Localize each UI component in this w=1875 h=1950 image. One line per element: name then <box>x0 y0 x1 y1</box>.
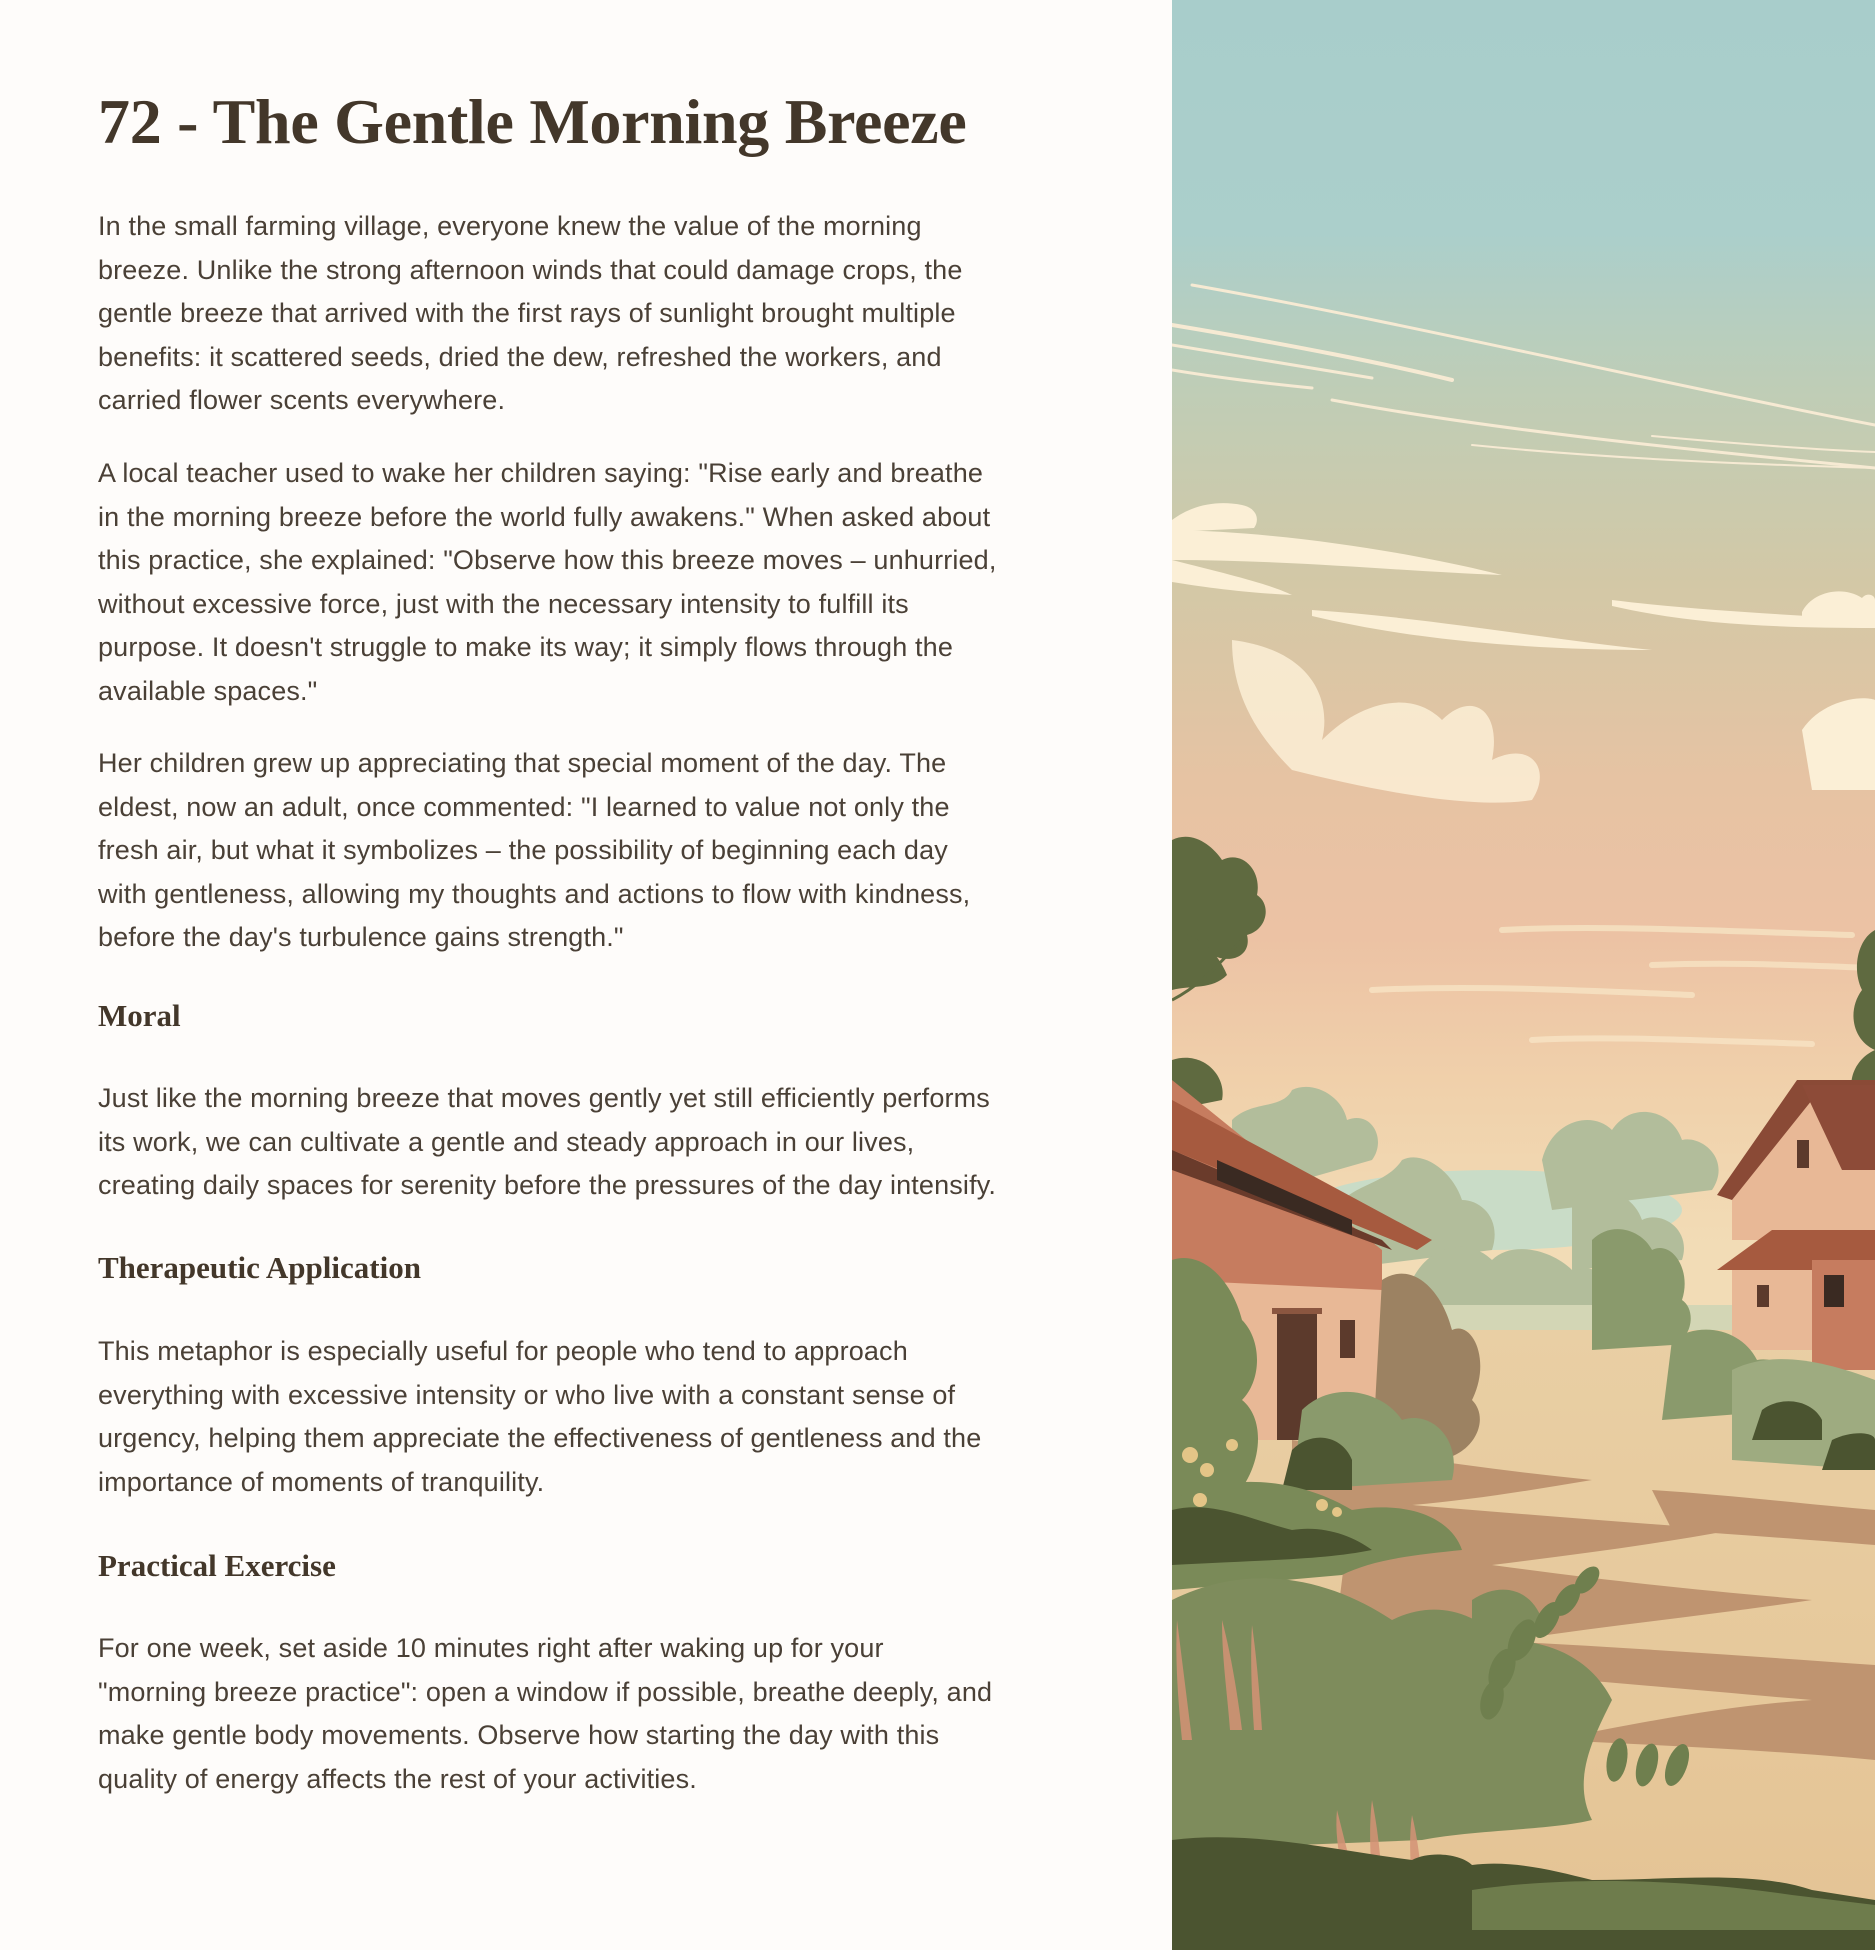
therapeutic-application-text <box>98 1330 981 1504</box>
text-line: in the morning breeze before the world fully awakens." When asked about <box>98 501 991 532</box>
story-title: 72 - The Gentle Morning Breeze <box>98 86 967 157</box>
practical-exercise-text <box>98 1627 992 1801</box>
upper-window <box>1797 1140 1809 1168</box>
text-line: importance of moments of tranquility. <box>98 1466 545 1497</box>
text-line: eldest, now an adult, once commented: "I learned to value not only the <box>98 791 950 822</box>
text-line: purpose. It doesn't struggle to make its way; it simply flows through the <box>98 632 954 663</box>
text-line: breeze. Unlike the strong afternoon winds that could damage crops, the <box>98 254 963 285</box>
moral-text <box>98 1077 996 1208</box>
heading-therapeutic-application: Therapeutic Application <box>98 1250 421 1285</box>
text-line: make gentle body movements. Observe how starting the day with this <box>98 1720 940 1751</box>
window <box>1340 1320 1355 1358</box>
text-line: carried flower scents everywhere. <box>98 385 506 416</box>
text-line: A local teacher used to wake her children saying: "Rise early and breathe <box>98 458 984 488</box>
text-line: gentle breeze that arrived with the first rays of sunlight brought multiple <box>98 298 956 329</box>
text-line: without excessive force, just with the necessary intensity to fulfill its <box>98 588 909 619</box>
heading-moral: Moral <box>98 998 181 1033</box>
text-line: This metaphor is especially useful for people who tend to approach <box>98 1336 908 1366</box>
text-line: this practice, she explained: "Observe how this breeze moves – unhurried, <box>98 545 997 576</box>
text-line: everything with excessive intensity or who live with a constant sense of <box>98 1379 956 1410</box>
text-line: In the small farming village, everyone knew the value of the morning <box>98 211 922 241</box>
text-line: its work, we can cultivate a gentle and steady approach in our lives, <box>98 1126 915 1157</box>
text-line: Just like the morning breeze that moves gently yet still efficiently performs <box>98 1083 990 1113</box>
text-line: creating daily spaces for serenity before the pressures of the day intensify. <box>98 1170 997 1201</box>
text-line: For one week, set aside 10 minutes right after waking up for your <box>98 1633 884 1663</box>
text-line: benefits: it scattered seeds, dried the dew, refreshed the workers, and <box>98 341 942 372</box>
text-line: before the day's turbulence gains strength." <box>98 922 624 953</box>
window <box>1824 1275 1844 1307</box>
paragraph-3 <box>98 742 970 960</box>
text-line: with gentleness, allowing my thoughts and actions to flow with kindness, <box>98 878 971 909</box>
window <box>1757 1285 1769 1307</box>
text-line: quality of energy affects the rest of your activities. <box>98 1763 697 1794</box>
paragraph-1 <box>98 205 963 423</box>
text-line: Her children grew up appreciating that special moment of the day. The <box>98 748 947 778</box>
heading-practical-exercise: Practical Exercise <box>98 1548 336 1583</box>
text-line: available spaces." <box>98 675 318 706</box>
text-line: urgency, helping them appreciate the effectiveness of gentleness and the <box>98 1423 982 1454</box>
paragraph-2 <box>98 452 997 714</box>
text-line: fresh air, but what it symbolizes – the possibility of beginning each day <box>98 835 948 866</box>
village-path-illustration <box>1172 0 1875 1950</box>
text-line: "morning breeze practice": open a window if possible, breathe deeply, and <box>98 1676 993 1707</box>
